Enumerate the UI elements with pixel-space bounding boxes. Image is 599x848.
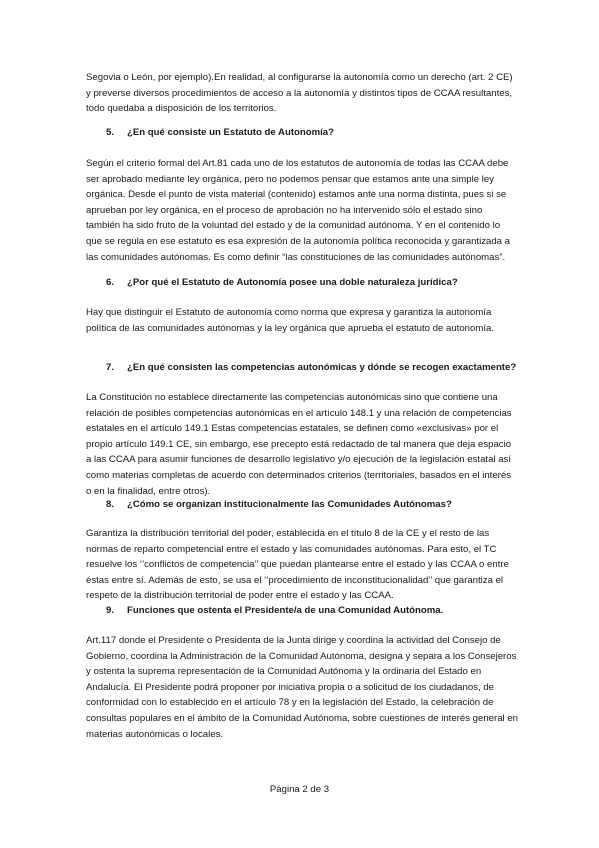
- heading-number: 9.: [106, 605, 115, 616]
- paragraph-intro: Segovia o León, por ejemplo).En realidad, al configurarse la autonomía como un derecho (art. 2 CE) y preverse diversos procedimientos de acceso a la autonomía y distintos tipos de CCAA resultantes, todo quedaba a disposición de los territorios.: [86, 72, 513, 115]
- paragraph-answer-8: Garantiza la distribución territorial del poder, establecida en el título 8 de la CE y el resto de las normas de reparto competencial entre el estado y las comunidades autónomas. Para esto, el TC resuelve los ‘’conflictos de competencia’’ que puedan plantearse entre el estado y las CCAA o entre éstas entre sí. Además de esto, se usa el ‘’procedimiento de inconstitucionalidad’’ que garantiza el respeto de la distribución territorial de poder entre el estado y las CCAA.: [86, 528, 509, 602]
- heading-number: 8.: [106, 499, 115, 510]
- heading-text: ¿Por qué el Estatuto de Autonomía posee una doble naturaleza jurídica?: [127, 277, 458, 288]
- heading-text: ¿En qué consiste un Estatuto de Autonomía?: [127, 127, 334, 138]
- paragraph-answer-6: Hay que distinguir el Estatuto de autonomía como norma que expresa y garantiza la autonomía política de las comunidades autónomas y la ley orgánica que aprueba el estatuto de autonomía.: [86, 307, 495, 334]
- paragraph-answer-9: Art.117 donde el Presidente o Presidenta de la Junta dirige y coordina la actividad del Consejo de Gobierno, coordina la Administración de la Comunidad Autónoma, designa y separa a los Consejeros y ostenta la suprema representación de la Comunidad Autónoma y la ordinaria del Estado en Andalucía. El Presidente podrá proponer por iniciativa propia o a solicitud de los ciudadanos, de conformidad con lo establecido en el artículo 78 y en la legislación del Estado, la celebración de consultas populares en el ámbito de la Comunidad Autónoma, sobre cuestiones de interés general en materias autonómicas o locales.: [86, 635, 518, 740]
- heading-question-5: [106, 126, 526, 140]
- heading-question-7: [106, 361, 526, 375]
- heading-number: 6.: [106, 277, 115, 288]
- heading-number: 5.: [106, 127, 115, 138]
- heading-text: ¿En qué consisten las competencias autonómicas y dónde se recogen exactamente?: [127, 362, 517, 373]
- heading-question-9: [106, 604, 526, 618]
- paragraph-answer-5: Según el criterio formal del Art.81 cada uno de los estatutos de autonomía de todas las CCAA debe ser aprobado mediante ley orgánica, pero no podemos pensar que estamos ante una simple ley orgánica. Desde el punto de vista material (contenido) estamos ante una norma distinta, pues si se aprueban por ley orgánica, en el proceso de aprobación no ha intervenido sólo el estado sino también ha sido fruto de la voluntad del estado y de la comunidad autónoma. Y en el contenido lo que se regula en ese estatuto es esa expresión de la autonomía política reconocida y garantizada a las comunidades autónomas. Es como definir “las constituciones de las comunidades autónomas”.: [86, 158, 511, 263]
- page-number-footer: Página 2 de 3: [269, 784, 330, 795]
- heading-question-6: [106, 276, 526, 290]
- heading-text: Funciones que ostenta el Presidente/a de una Comunidad Autónoma.: [127, 605, 444, 616]
- heading-question-8: [106, 498, 526, 512]
- heading-number: 7.: [106, 362, 115, 373]
- heading-text: ¿Cómo se organizan institucionalmente las Comunidades Autónomas?: [127, 499, 452, 510]
- paragraph-answer-7: La Constitución no establece directamente las competencias autonómicas sino que contiene una relación de posibles competencias autonómicas en el artículo 148.1 y una relación de competencias estatales en el artículo 149.1 Estas competencias estatales, se definen como «exclusivas» por el propio artículo 149.1 CE, sin embargo, ese precepto está redactado de tal manera que deja espacio a las CCAA para asumir funciones de desarrollo legislativo y/o ejecución de la legislación estatal así como materias completas de acuerdo con determinados criterios (territoriales, basados en el interés o en la finalidad, entre otros).: [86, 392, 512, 497]
